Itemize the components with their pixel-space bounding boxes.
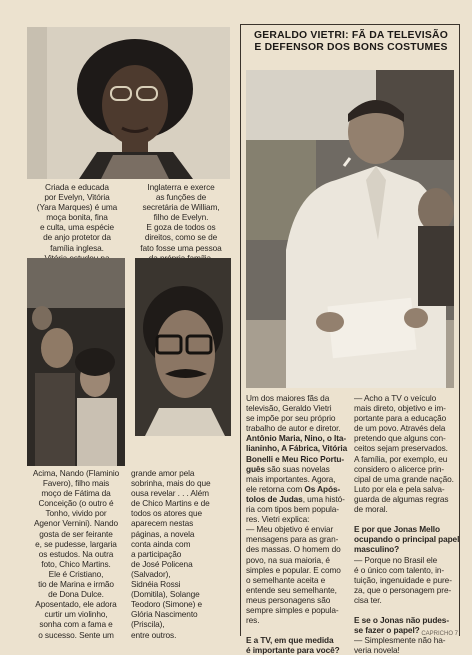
caption-line: sonha com a fama e — [39, 619, 113, 630]
article-line: tolos de Judas, uma histó- — [246, 493, 345, 504]
page-footer: CAPRICHO 7 — [421, 631, 458, 637]
article-line: ceitos sejam preservados. — [354, 443, 448, 454]
caption-line: Teodoro (Simone) e — [131, 599, 203, 610]
article-line: trabalho de autor e diretor. — [246, 423, 341, 434]
caption-chico — [131, 468, 235, 640]
caption-line: de Chico Martins e de — [131, 498, 210, 509]
article-line: lianinho, A Fábrica, Vitória — [246, 443, 348, 454]
article-line: des massas. O homem do — [246, 544, 341, 555]
article-line: Antônio Maria, Nino, o Ita- — [246, 433, 347, 444]
caption-line: (Priscila), — [131, 619, 165, 630]
caption-line: filho de Evelyn. — [153, 212, 209, 223]
caption-line: (Domitila), Solange — [131, 589, 200, 600]
article-line: meus personagens são — [246, 594, 331, 605]
article-line: entende seu semelhante, — [246, 584, 337, 595]
caption-line: a participação — [131, 548, 182, 559]
article-line: portante para a educação — [354, 413, 447, 424]
caption-line: aparecem nestas — [131, 518, 194, 529]
article-line: cisa ter. — [354, 594, 382, 605]
caption-line: os estudos. Na outra — [38, 548, 114, 559]
article-line: ria com tipos bem popula- — [246, 504, 339, 515]
article-line: ocupando o principal papel — [354, 534, 460, 545]
article-line: de moral. — [354, 504, 388, 515]
caption-line: moça bonita, fina — [46, 212, 108, 223]
article-line: povo, na sua maioria, é — [246, 554, 330, 565]
caption-line: Criada e educada — [45, 182, 109, 192]
caption-line: Acima, Nando (Flaminio — [32, 468, 120, 478]
caption-line: entre outros. — [131, 629, 177, 640]
caption-line: e, se pudesse, largaria — [35, 538, 117, 549]
caption-line: Favero), filho mais — [42, 478, 110, 489]
article-line: mais importantes. Agora, — [246, 473, 336, 484]
caption-line: moço de Fátima da — [41, 488, 111, 499]
article-line: tuição, ingenuidade e pure- — [354, 574, 452, 585]
article-line: mensagens para as gran- — [246, 534, 339, 545]
caption-line: Conceição (o outro é — [38, 498, 114, 509]
caption-line: por Evelyn, Vitória — [44, 192, 110, 203]
caption-line: e culta, uma espécie — [39, 222, 115, 233]
article-line: guês são suas novelas — [246, 463, 330, 474]
caption-line: Tonho, vivido por — [45, 508, 107, 519]
caption-line: páginas, a novela — [131, 528, 195, 539]
caption-line: grande amor pela — [131, 468, 195, 478]
article-line: res. Vietri explica: — [246, 514, 310, 525]
article-title-line: GERALDO VIETRI: FÃ DA TELEVISÃO — [253, 30, 448, 41]
caption-line: curtir um violinho, — [44, 609, 108, 620]
caption-line: de José Policena — [131, 558, 193, 569]
caption-line: Glória Nascimento — [131, 609, 198, 620]
article-line: cipal de uma grande nação. — [354, 473, 454, 484]
article-line: E a TV, em que medida — [246, 635, 334, 646]
caption-line: o sucesso. Sente um — [38, 629, 114, 640]
article-line: E se o Jonas não pudes- — [354, 615, 449, 626]
article-title-line: E DEFENSOR DOS BONS COSTUMES — [254, 42, 448, 53]
article-line — [246, 625, 350, 635]
article-line: pretendo que alguns con- — [354, 433, 446, 444]
caption-line: fato fosse uma pessoa — [140, 242, 222, 253]
article-line: sempre simples e popula- — [246, 604, 339, 615]
article-line: o semelhante aceita e — [246, 574, 326, 585]
article-line — [354, 605, 460, 615]
article-line: veria novela! — [354, 645, 400, 655]
article-line: za, que o personagem pre- — [354, 584, 452, 595]
article-column-1 — [246, 393, 350, 655]
article-line: res. — [246, 615, 260, 626]
article-line — [354, 514, 460, 524]
caption-line: foto, Chico Martins. — [41, 558, 111, 569]
caption-line: família inglesa. — [50, 242, 104, 253]
article-line: mais direto, objetivo e im- — [354, 403, 446, 414]
article-line: E por que Jonas Mello — [354, 524, 440, 535]
caption-line: gosta de ser feirante — [39, 528, 113, 539]
article-line: Bonelli e Meu Rico Portu- — [246, 453, 344, 464]
article-line: A família, por exemplo, eu — [354, 453, 448, 464]
caption-line: (Yara Marques) é uma — [36, 202, 118, 213]
caption-nando — [27, 468, 125, 640]
article-line: televisão, Geraldo Vietri — [246, 403, 332, 414]
article-line: considero o alicerce prin- — [354, 463, 445, 474]
article-line: ele retorna com Os Após- — [246, 483, 341, 494]
caption-line: direitos, como se de — [144, 232, 218, 243]
article-line: é o único com talento, in- — [354, 564, 445, 575]
article-line: simples e popular. E como — [246, 564, 341, 575]
article-line: — Meu objetivo é enviar — [246, 524, 334, 535]
caption-vitoria-continued — [130, 182, 232, 263]
article-line: Um dos maiores fãs da — [246, 393, 330, 403]
article-line: é importante para você? — [246, 645, 340, 655]
article-line: de um povo. Através dela — [354, 423, 446, 434]
article-line: se impõe por seu próprio — [246, 413, 336, 424]
article-line: — Acho a TV o veículo — [354, 393, 437, 403]
article-line: guarda de algumas regras — [354, 493, 449, 504]
caption-line: Aposentado, ele adora — [35, 599, 117, 610]
caption-line: Inglaterra e exerce — [147, 182, 215, 192]
caption-line: sobrinha, mais do que — [131, 478, 211, 489]
caption-line: de Dona Dulce. — [48, 589, 104, 600]
article-line: se fazer o papel? — [354, 625, 420, 636]
caption-line: (Salvador), — [131, 568, 171, 579]
article-line: Luto por ela e pela salva- — [354, 483, 445, 494]
caption-line: secretária de William, — [142, 202, 220, 213]
caption-line: de anjo protetor da — [43, 232, 111, 243]
article-line: — Porque no Brasil ele — [354, 554, 438, 565]
photo-chico-martins — [135, 258, 231, 436]
caption-line: Sidnéia Rossi — [131, 579, 181, 590]
article-title — [244, 30, 458, 54]
caption-line: tio de Marina e irmão — [38, 579, 114, 590]
caption-line: ousa revelar . . . Além — [131, 488, 209, 499]
article-line: masculino? — [354, 544, 400, 555]
photo-geraldo-vietri — [246, 70, 454, 388]
photo-vitoria — [27, 27, 230, 179]
article-line: — Simplesmente não ha- — [354, 635, 446, 646]
caption-vitoria — [27, 182, 127, 263]
caption-line: conta ainda com — [131, 538, 191, 549]
photo-nando — [27, 258, 125, 466]
caption-line: Agenor Vernini). Nando — [33, 518, 119, 529]
caption-line: Ele é Cristiano, — [48, 568, 104, 579]
caption-line: todos os atores que — [131, 508, 202, 519]
caption-line: as funções de — [155, 192, 207, 203]
article-column-2 — [354, 393, 460, 655]
caption-line: E goza de todos os — [146, 222, 216, 233]
